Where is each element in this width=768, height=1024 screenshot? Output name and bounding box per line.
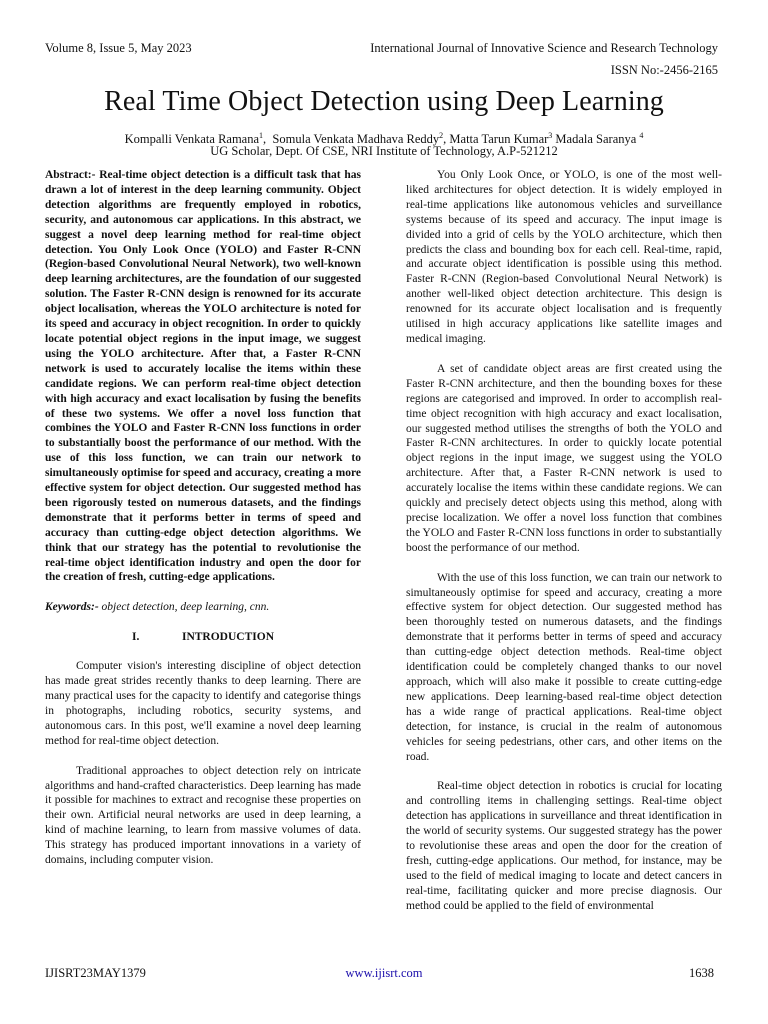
body-paragraph: With the use of this loss function, we can train our network to simultaneously optimise for speed and accuracy, creating a more effective system for object detection. Our suggested method has been thoroughly tested on numerous datasets, and the findings demonstrate that it performs better in terms of speed and accuracy than cutting-edge object detection methods. Real-time object identification could be completely changed thanks to our novel approach, which will also make it possible to create cutting-edge new applications. Deep learning-based real-time object detection has a wide range of practical applications. Real-time object detection, for instance, is crucial in the realm of autonomous vehicles for seeing pedestrians, other cars, and other items on the road. <box>406 571 722 763</box>
author-name: Somula Venkata Madhava Reddy <box>272 132 440 147</box>
running-header-volume: Volume 8, Issue 5, May 2023 <box>45 41 192 55</box>
footer-paper-id: IJISRT23MAY1379 <box>45 966 146 980</box>
section-title: INTRODUCTION <box>181 631 274 644</box>
body-paragraph: Computer vision's interesting discipline of object detection has made great strides recently thanks to deep learning. There are many practical uses for the capacity to identify and categorise things in photographs, including robotics, security systems, and autonomous cars. In this post, we'll examine a novel deep learning method for real-time object detection. <box>45 660 361 747</box>
author-name: Kompalli Venkata Ramana <box>124 132 260 147</box>
author-affil-marker: 1 <box>259 131 264 140</box>
footer-page-number: 1638 <box>689 966 714 980</box>
keywords <box>45 600 361 615</box>
section-number: I. <box>131 631 140 644</box>
paper-title: Real Time Object Detection using Deep Learning <box>104 86 664 117</box>
section-heading-introduction <box>45 630 361 645</box>
author-affil-marker: 3 <box>548 131 553 140</box>
running-header-issn: ISSN No:-2456-2165 <box>610 63 718 77</box>
keywords-text: object detection, deep learning, cnn. <box>101 601 270 614</box>
body-paragraph: A set of candidate object areas are first created using the Faster R-CNN architecture, and then the bounding boxes for these regions are categorised and improved. In order to accomplish real-time object recognition with high accuracy and exact localisation, our suggested method utilises the strengths of both the YOLO and Faster R-CNN architectures. In order to quickly locate potential object regions in the input image, we suggest using the YOLO architecture. After that, a Faster R-CNN network is used to accurately localise the items within these candidate regions. We can quickly and precisely detect objects using this method, along with precise localization. We offer a novel loss function that combines the YOLO and Faster R-CNN loss functions in order to substantially boost the performance of our method. <box>406 362 722 554</box>
body-paragraph: You Only Look Once, or YOLO, is one of the most well-liked architectures for object detection. It is widely employed in real-time applications like autonomous vehicles and surveillance systems because of its speed and accuracy. The input image is divided into a grid of cells by the YOLO architecture, which then predicts the class and bounding box for each cell. Real-time, rapid, and accurate object identification is possible using this method. Faster R-CNN (Region-based Convolutional Neural Network) is another well-liked object detection architecture. This design is renowned for its accurate object localisation and is frequently utilised in high accuracy applications like satellite images and medical imaging. <box>406 169 722 345</box>
keywords-label: Keywords:- <box>45 601 99 614</box>
author-affil-marker: 4 <box>639 131 644 140</box>
author-name: Madala Saranya <box>555 132 637 147</box>
body-paragraph: Real-time object detection in robotics is crucial for locating and controlling items in challenging settings. Real-time object detection has applications in surveillance and threat identification in the world of security systems. Our suggested strategy has the power to revolutionise these areas and open the door for the creation of fresh, cutting-edge applications. Our method, for instance, may be used to the field of medical imaging to locate and detect cancers in real-time, facilitating quicker and more precise diagnosis. Our method could be applied to the field of environmental <box>406 780 722 912</box>
author-list: Kompalli Venkata Ramana$^1$, Somula Venkata Madhava Reddy$^2$, Matta Tarun Kumar$^3$ Madala Saranya $^4$ <box>124 131 644 147</box>
body-paragraph: Traditional approaches to object detection rely on intricate algorithms and hand-crafted characteristics. Deep learning has made it possible for machines to extract and recognise these properties on their own. Artificial neural networks are used in deep learning, a kind of machine learning, to learn from massive volumes of data. This strategy has produced important innovations in a variety of domains, including computer vision. <box>45 764 361 867</box>
author-affiliation: UG Scholar, Dept. Of CSE, NRI Institute of Technology, A.P-521212 <box>210 144 558 158</box>
footer-website-link[interactable]: www.ijisrt.com <box>345 966 423 980</box>
author-name: Matta Tarun Kumar <box>449 132 549 147</box>
author-affil-marker: 2 <box>439 131 444 140</box>
abstract: Abstract:- Real-time object detection is a difficult task that has drawn a lot of interest in the deep learning community. Object detection algorithms are frequently employed in robotics, security, and autonomous car applications. In this abstract, we suggest a novel deep learning method for real-time object detection. You Only Look Once (YOLO) and Faster R-CNN (Region-based Convolutional Neural Network), two well-known deep learning architectures, are the foundation of our suggested solution. The Faster R-CNN design is renowned for its accurate object localisation, whereas the YOLO architecture is noted for its speed and accuracy in object recognition. In order to quickly locate potential object regions in the input image, we suggest using the YOLO architecture. After that, a Faster R-CNN network is used to accurately localise the items within these candidate regions. We can perform real-time object detection with high accuracy and exact localisation by fusing the benefits of these two systems. We offer a novel loss function that combines the YOLO and Faster R-CNN loss functions in order to substantially boost the performance of our method. With the use of this loss function, we can train our network to simultaneously optimise for speed and accuracy, creating a more effective system for object detection. Our suggested method has been rigorously tested on numerous datasets, and the findings demonstrate that it performs better in terms of speed and accuracy than cutting-edge object detection algorithms. We think that our strategy has the potential to revolutionise the real-time object identification industry and open the door for the creation of fresh, cutting-edge applications. <box>45 169 361 584</box>
running-header-journal: International Journal of Innovative Science and Research Technology <box>370 41 718 55</box>
right-column <box>406 168 722 929</box>
left-column <box>45 168 361 883</box>
